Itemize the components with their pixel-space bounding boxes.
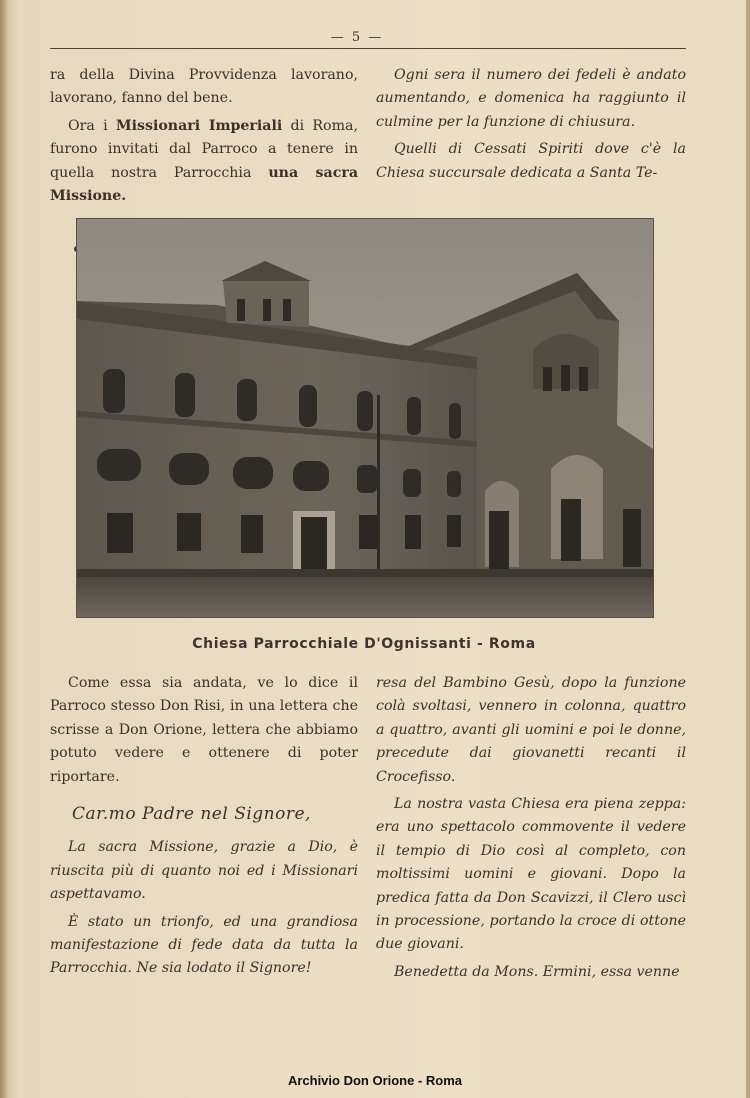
paragraph: Benedetta da Mons. Ermini, essa venne <box>394 963 680 980</box>
paragraph: Come essa sia andata, ve lo dice il Parroco stesso Don Risi, in una lettera che scrisse a Don Orione, lettera che abbiamo potuto vedere e ottenere di poter riportare. <box>50 675 358 785</box>
tower-window <box>263 299 271 321</box>
church-door <box>561 499 581 561</box>
paragraph <box>50 115 358 209</box>
upper-window <box>543 367 552 391</box>
right-column-bottom <box>376 672 686 984</box>
sidewalk <box>77 569 653 577</box>
bold-text: Missionari Imperiali <box>115 117 283 134</box>
left-column-bottom <box>50 672 358 981</box>
left-column-top <box>50 64 358 208</box>
archive-footer: Archivio Don Orione - Roma <box>287 1073 463 1088</box>
paragraph: resa del Bambino Gesù, dopo la funzione colà svoltasi, vennero in colonna, quattro a quattro, avanti gli uomini e poi le donne, precedute dai giovanetti recanti il Crocefisso. <box>376 675 686 785</box>
tower-window <box>283 299 291 321</box>
photo-caption: Chiesa Parrocchiale D'Ognissanti - Roma <box>192 636 536 652</box>
paragraph: Ogni sera il numero dei fedeli è andato aumentando, e domenica ha raggiunto il culmine per la funzione di chiusura. <box>376 67 686 130</box>
church-door <box>489 511 509 569</box>
text-run: Ora i <box>68 117 116 134</box>
paragraph: Quelli di Cessati Spiriti dove c'è la Chiesa succursale dedicata a Santa Te- <box>376 141 686 181</box>
lamp-pole <box>377 395 380 575</box>
church-door <box>623 509 641 567</box>
letter-salutation: Car.mo Padre nel Signore, <box>72 804 311 825</box>
paragraph: La sacra Missione, grazie a Dio, è riuscita più di quanto noi ed i Missionari aspettavamo. <box>50 839 358 903</box>
header-rule <box>50 48 686 49</box>
church-photo <box>76 218 654 618</box>
paragraph: ra della Divina Provvidenza lavorano, lavorano, fanno del bene. <box>50 67 358 107</box>
text-run: di Roma, furono invitati dal Parroco a tenere in quella nostra Parrocchia <box>50 117 358 181</box>
tower-window <box>237 299 245 321</box>
upper-window <box>579 367 588 391</box>
bold-text: una sacra Missione. <box>50 164 359 205</box>
page-number: — 5 — <box>330 30 384 45</box>
page-edge-shadow <box>0 0 8 1098</box>
paragraph: È stato un trionfo, ed una grandiosa manifestazione di fede data da tutta la Parrocchia. Ne sia lodato il Signore! <box>50 913 358 977</box>
paragraph: La nostra vasta Chiesa era piena zeppa: era uno spettacolo commovente il vedere il tempio di Dio così al completo, con moltissimi uomini e giovani. Dopo la predica fatta da Don Scavizzi, il Clero uscì in processione, portando la croce di ottone due giovani. <box>376 796 686 953</box>
street <box>77 575 653 617</box>
upper-window <box>561 365 570 391</box>
right-column-top <box>376 64 686 185</box>
